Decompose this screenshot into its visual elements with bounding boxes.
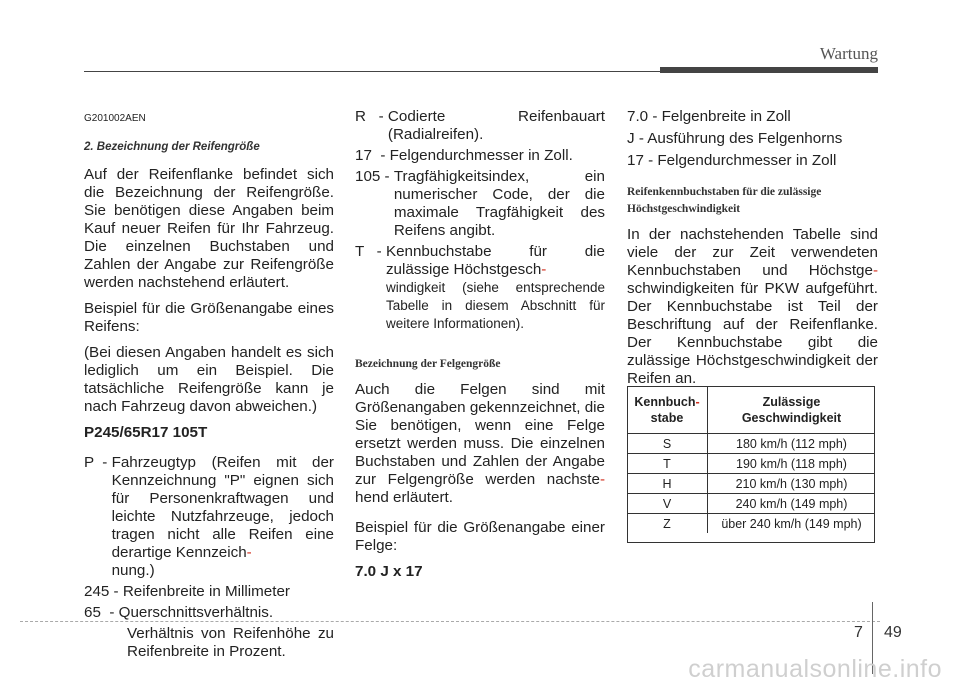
list-item-text: Codierte Reifenbauart (Radialreifen). [387,108,605,143]
table-header-speed [708,386,876,434]
list-item-key: R - [355,108,388,125]
list-item-65 [84,604,334,622]
header-title: Wartung [819,44,878,63]
table-cell-speed: über 240 km/h (149 mph) [708,514,876,534]
section-subheading: 2. Bezeichnung der Reifengröße [84,141,260,153]
column-left [84,108,334,661]
tire-size-example: P245/65R17 105T [84,424,208,441]
list-item-text: Felgendurchmesser in Zoll. [389,147,573,164]
table-header-code [627,386,708,434]
table-cell-speed: 210 km/h (130 mph) [708,474,876,494]
list-item-text: Querschnittsverhältnis. [118,604,274,621]
list-item-245 [84,583,334,601]
rim-line-diameter: 17 - Felgendurchmesser in Zoll [627,152,837,169]
hyphen-mark: - [872,262,878,279]
list-item-17 [355,147,605,165]
rim-size-paragraph-end: hend erläutert. [355,489,453,506]
section-code: G201002AEN [84,113,146,124]
list-item-text-main: Fahrzeugtyp (Reifen mit der Kennzeichnung "P" eignen sich für Personenkraftwagen und leichte Nutzfahrzeuge, jedoch tragen nicht alle Reifen eine derartige Kennzeich [111,454,334,561]
hyphen-mark: - [599,471,605,488]
speed-rating-paragraph [627,226,878,388]
rim-size-example: 7.0 J x 17 [355,563,423,580]
chapter-number: 7 [854,624,863,641]
speed-rating-paragraph-main: In der nachstehenden Tabelle sind viele der zur Zeit verwendeten Kennbuchstaben und Höchstge [627,226,878,279]
hyphen-mark: - [695,395,700,409]
table-row [627,514,875,534]
speed-rating-table [627,386,875,533]
list-item-65-detail: Verhältnis von Reifenhöhe zu Reifenbreite in Prozent. [127,625,334,660]
table-cell-code: T [627,454,708,474]
list-item-key: T - [355,243,386,260]
table-cell-speed: 180 km/h (112 mph) [708,434,876,454]
paragraph-disclaimer: (Bei diesen Angaben handelt es sich lediglich um ein Beispiel. Die tatsächliche Reifengröße kann je nach Fahrzeug davon abweichen.) [84,344,334,415]
list-item-key: 105 - [355,168,394,185]
column-right [627,108,878,396]
list-item-105 [355,168,605,240]
list-item-text [112,454,334,580]
rim-size-heading: Bezeichnung der Felgengröße [355,358,501,370]
list-item-p [84,454,334,580]
table-cell-code: H [627,474,708,494]
rim-line-flange: J - Ausführung des Felgenhorns [627,130,843,147]
hyphen-mark: - [541,261,547,278]
table-row [627,474,875,494]
list-item-r [355,108,605,144]
table-row [627,454,875,474]
table-header-code-text-end: stabe [650,411,684,425]
table-row [627,494,875,514]
list-item-text: Reifenbreite in Millimeter [122,583,290,600]
list-item-text-end: nung.) [111,562,155,579]
list-item-t [355,243,605,333]
table-cell-speed: 240 km/h (149 mph) [708,494,876,514]
header-rule-thick [660,67,878,73]
hyphen-mark: - [246,544,252,561]
footer-dashed-rule [20,621,880,622]
speed-rating-paragraph-end: schwindigkeiten für PKW aufgeführt. Der Kennbuchstabe ist Teil der Beschriftung auf der Reifenflanke. Der Kennbuchstabe gibt die zulässige Höchstgeschwindigkeit der Reifen an. [627,280,878,387]
watermark: carmanualsonline.info [688,655,942,683]
page-number: 49 [884,624,902,641]
rim-example-label: Beispiel für die Größenangabe einer Felge: [355,519,605,554]
rim-size-paragraph-main: Auch die Felgen sind mit Größenangaben gekennzeichnet, die Sie benötigen, wenn eine Felge ersetzt werden muss. Die einzelnen Buchstaben und Zahlen der Angabe zur Felgengröße werden nachste [355,381,605,488]
list-item-text: Tragfähigkeitsindex, ein numerischer Code, der die maximale Tragfähigkeit des Reifens angibt. [393,168,605,239]
list-item-key: 65 - [84,604,119,621]
paragraph-example-label: Beispiel für die Größenangabe eines Reifens: [84,300,334,335]
rim-line-width: 7.0 - Felgenbreite in Zoll [627,108,791,125]
table-cell-code: S [627,434,708,454]
table-header-speed-line1: Zulässige [762,395,821,409]
list-item-key: 17 - [355,147,390,164]
table-cell-speed: 190 km/h (118 mph) [708,454,876,474]
column-middle [355,108,605,593]
list-item-text-main: Kennbuchstabe für die zulässige Höchstgesch [385,243,605,278]
table-cell-code: Z [627,514,708,534]
table-header-row [627,386,875,434]
paragraph-intro: Auf der Reifenflanke befindet sich die Bezeichnung der Reifengröße. Sie benötigen diese Angaben beim Kauf neuer Reifen für Ihr Fahrzeug. Die einzelnen Buchstaben und Zahlen der Angabe zur Reifengröße werden nachstehend erläutert. [84,166,334,291]
table-header-speed-line2: Geschwindigkeit [741,411,842,425]
speed-rating-heading: Reifenkennbuchstaben für die zulässige Höchstgeschwindigkeit [627,186,822,215]
list-item-text [386,243,605,333]
list-item-text-end: windigkeit (siehe entsprechende Tabelle in diesem Abschnitt für weitere Informationen). [385,280,605,331]
rim-size-paragraph [355,381,605,507]
header-rule-thin [84,71,660,72]
table-header-code-text: Kennbuch [634,395,696,409]
list-item-key: 245 - [84,583,123,600]
table-cell-code: V [627,494,708,514]
table-row [627,434,875,454]
list-item-key: P - [84,454,112,471]
